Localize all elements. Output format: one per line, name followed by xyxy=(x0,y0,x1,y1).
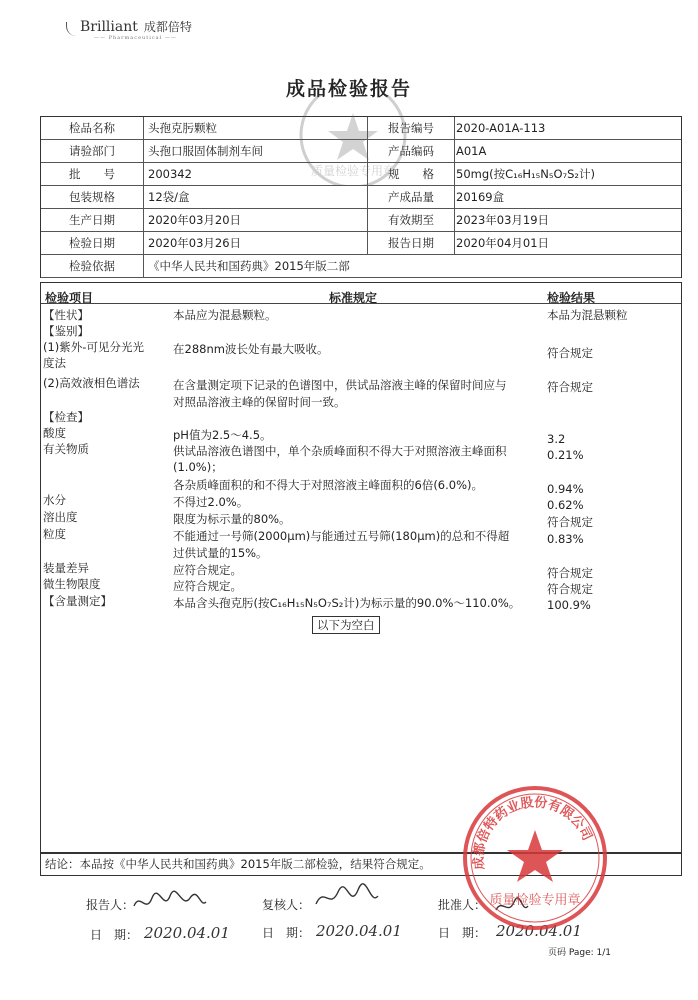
info-label: 规 格 xyxy=(367,163,455,185)
svg-text:质量检验专用章: 质量检验专用章 xyxy=(489,893,581,908)
standard-cell: (1.0%)； xyxy=(173,460,223,474)
result-cell: 符合规定 xyxy=(547,515,593,529)
date-label: 日 期： xyxy=(438,926,487,940)
result-cell: 符合规定 xyxy=(547,582,593,596)
info-value: A01A xyxy=(456,144,487,158)
item-cell: 溶出度 xyxy=(43,510,78,524)
result-cell: 100.9% xyxy=(547,598,591,612)
standard-cell: 本品应为混悬颗粒。 xyxy=(173,308,277,322)
item-cell: 【性状】 xyxy=(43,308,89,322)
info-value: 2020-A01A-113 xyxy=(456,121,546,135)
standard-cell: 供试品溶液色谱图中，单个杂质峰面积不得大于对照溶液主峰面积 xyxy=(173,444,507,458)
result-cell: 符合规定 xyxy=(547,380,593,394)
brand-logo-mark xyxy=(66,22,81,36)
reviewer-signature xyxy=(312,880,382,916)
info-label: 生产日期 xyxy=(41,209,144,231)
result-cell: 本品为混悬颗粒 xyxy=(547,308,628,322)
standard-cell: 应符合规定。 xyxy=(173,563,242,577)
item-cell: 【含量测定】 xyxy=(43,594,112,608)
standard-cell: 在288nm波长处有最大吸收。 xyxy=(173,342,329,356)
info-label: 请验部门 xyxy=(41,140,144,162)
approver-date: 2020.04.01 xyxy=(496,922,582,940)
item-cell: 水分 xyxy=(43,493,66,507)
info-label: 报告日期 xyxy=(367,232,455,254)
reviewer-date: 2020.04.01 xyxy=(316,922,402,940)
info-label: 有效期至 xyxy=(367,209,455,231)
standard-cell: 不得过2.0%。 xyxy=(173,495,249,509)
info-value: 12袋/盒 xyxy=(148,190,190,204)
svg-text:质量检验专用章: 质量检验专用章 xyxy=(310,164,396,178)
report-title: 成品检验报告 xyxy=(285,78,412,100)
standard-cell: 不能通过一号筛(2000μm)与能通过五号筛(180μm)的总和不得超 xyxy=(173,529,510,543)
info-value: 2020年03月20日 xyxy=(148,213,242,227)
info-label: 检品名称 xyxy=(41,117,144,139)
info-value: 2023年03月19日 xyxy=(456,213,550,227)
standard-cell: 本品含头孢克肟(按C₁₆H₁₅N₅O₇S₂计)为标示量的90.0%～110.0%。 xyxy=(173,596,521,610)
info-row xyxy=(41,117,681,140)
col-header-standard: 标准规定 xyxy=(329,291,378,305)
info-row-basis xyxy=(41,255,681,278)
item-cell: 【检查】 xyxy=(43,410,89,424)
result-cell: 0.62% xyxy=(547,498,584,512)
standard-cell: 各杂质峰面积的和不得大于对照溶液主峰面积的6倍(6.0%)。 xyxy=(173,478,484,492)
blank-below-note: 以下为空白 xyxy=(312,616,380,634)
info-label: 产品编码 xyxy=(367,140,455,162)
standard-cell: 在含量测定项下记录的色谱图中，供试品溶液主峰的保留时间应与 xyxy=(173,378,507,392)
result-cell: 符合规定 xyxy=(547,346,593,360)
conclusion-text: 结论：本品按《中华人民共和国药典》2015年版二部检验，结果符合规定。 xyxy=(45,857,431,871)
info-row xyxy=(41,140,681,163)
brand-name-cn: 成都倍特 xyxy=(143,20,192,34)
brand-subtitle: —— Pharmaceutical —— xyxy=(94,35,177,41)
item-cell: 微生物限度 xyxy=(43,577,101,591)
info-grid xyxy=(40,116,682,278)
header-divider xyxy=(41,303,681,304)
info-value: 2020年03月26日 xyxy=(148,236,242,250)
standard-cell: pH值为2.5～4.5。 xyxy=(173,428,272,442)
info-value: 《中华人民共和国药典》2015年版二部 xyxy=(148,259,350,273)
item-cell: (2)高效液相色谱法 xyxy=(43,376,140,390)
item-cell: 酸度 xyxy=(43,426,66,440)
result-cell: 符合规定 xyxy=(547,566,593,580)
info-value: 头孢克肟颗粒 xyxy=(148,121,217,135)
test-items-table xyxy=(40,282,682,854)
item-cell: 粒度 xyxy=(43,527,66,541)
info-value: 2020年04月01日 xyxy=(456,236,550,250)
item-cell: (1)紫外-可见分光光 xyxy=(43,340,144,354)
reporter-signature xyxy=(130,884,210,918)
result-cell: 0.21% xyxy=(547,448,584,462)
info-value: 200342 xyxy=(148,167,192,181)
reviewer-label: 复核人： xyxy=(262,898,311,912)
result-cell: 3.2 xyxy=(547,432,566,446)
standard-cell: 限度为标示量的80%。 xyxy=(173,512,291,526)
info-row xyxy=(41,186,681,209)
standard-cell: 过供试量的15%。 xyxy=(173,546,268,560)
result-cell: 0.83% xyxy=(547,532,584,546)
col-header-result: 检验结果 xyxy=(547,291,596,305)
date-label: 日 期： xyxy=(90,928,139,942)
info-value: 头孢口服固体制剂车间 xyxy=(148,144,263,158)
date-label: 日 期： xyxy=(262,926,311,940)
col-header-item: 检验项目 xyxy=(45,291,94,305)
reporter-date: 2020.04.01 xyxy=(144,924,230,942)
page-number: 页码 Page: 1/1 xyxy=(548,948,612,958)
standard-cell: 应符合规定。 xyxy=(173,579,242,593)
info-label: 包装规格 xyxy=(41,186,144,208)
info-label: 报告编号 xyxy=(367,117,455,139)
reporter-label: 报告人： xyxy=(86,898,135,912)
info-label: 检验日期 xyxy=(41,232,144,254)
info-row xyxy=(41,163,681,186)
conclusion-row xyxy=(40,852,682,876)
item-cell: 度法 xyxy=(43,356,66,370)
info-label: 批 号 xyxy=(41,163,144,185)
svg-text:成都倍特药业股份有限公司: 成都倍特药业股份有限公司 xyxy=(471,795,595,871)
item-cell: 【鉴别】 xyxy=(43,324,89,338)
info-value: 20169盒 xyxy=(456,190,505,204)
approver-label: 批准人： xyxy=(438,898,487,912)
info-label: 检验依据 xyxy=(41,255,144,277)
info-row xyxy=(41,232,681,255)
result-cell: 0.94% xyxy=(547,482,584,496)
item-cell: 有关物质 xyxy=(43,442,89,456)
brand-logo xyxy=(80,18,192,41)
approver-signature xyxy=(492,892,532,920)
info-row xyxy=(41,209,681,232)
info-value: 50mg(按C₁₆H₁₅N₅O₇S₂计) xyxy=(456,167,596,181)
item-cell: 装量差异 xyxy=(43,561,89,575)
standard-cell: 对照品溶液主峰的保留时间一致。 xyxy=(173,395,346,409)
info-label: 产成品量 xyxy=(367,186,455,208)
brand-name: Brilliant xyxy=(80,19,138,35)
